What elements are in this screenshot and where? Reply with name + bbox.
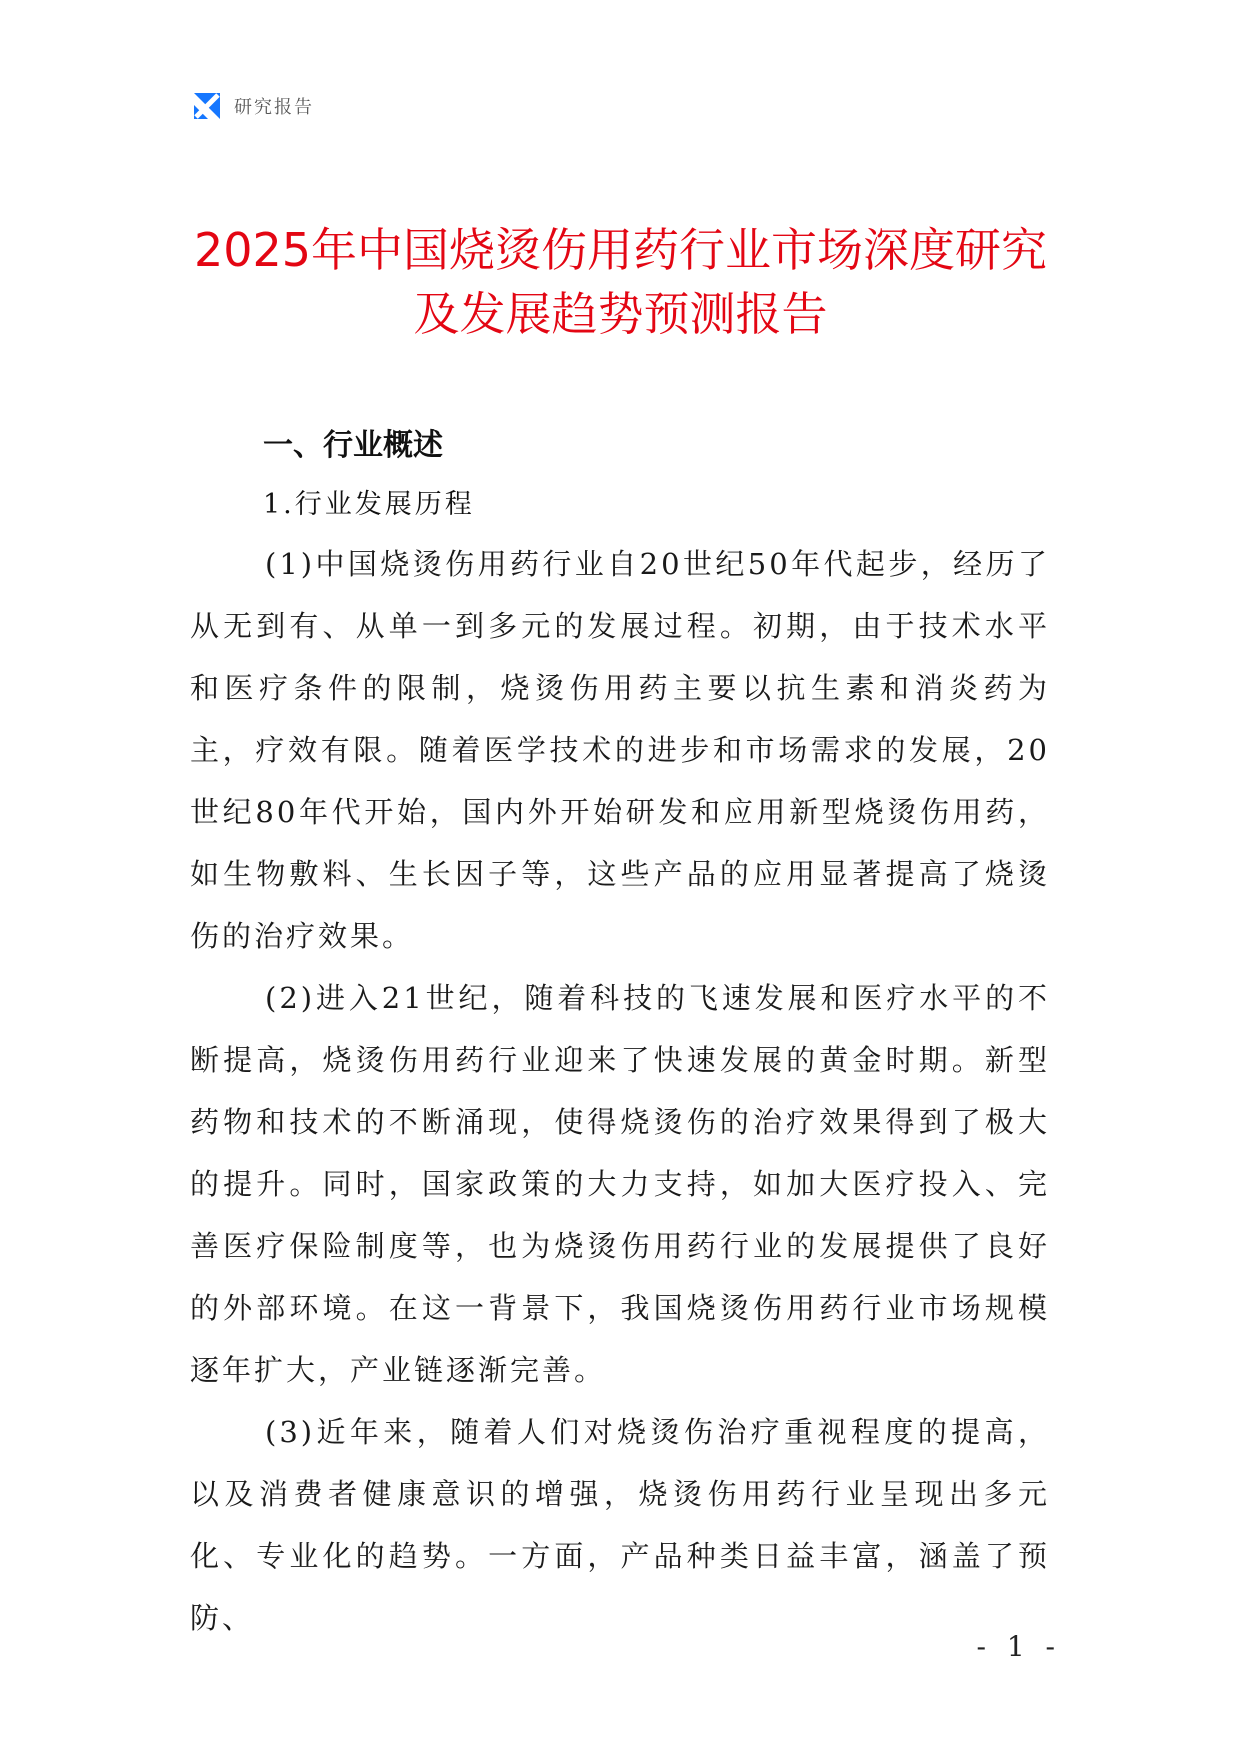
title-line-2: 及发展趋势预测报告: [413, 287, 828, 341]
subsection-heading: 1.行业发展历程: [263, 489, 475, 520]
report-header: [190, 88, 314, 124]
section-heading: 一、行业概述: [263, 428, 443, 463]
page-number: - 1 -: [976, 1630, 1061, 1663]
paragraph-3: (3)近年来，随着人们对烧烫伤治疗重视程度的提高，以及消费者健康意识的增强，烧烫伤用药行业呈现出多元化、专业化的趋势。一方面，产品种类日益丰富，涵盖了预防、: [190, 1415, 1050, 1635]
arrow-up-right-icon: [190, 89, 224, 123]
header-label: 研究报告: [234, 97, 314, 118]
title-line-1: 2025年中国烧烫伤用药行业市场深度研究: [193, 223, 1048, 277]
paragraph-2: (2)进入21世纪，随着科技的飞速发展和医疗水平的不断提高，烧烫伤用药行业迎来了快速发展的黄金时期。新型药物和技术的不断涌现，使得烧烫伤的治疗效果得到了极大的提升。同时，国家政策的大力支持，如加大医疗投入、完善医疗保险制度等，也为烧烫伤用药行业的发展提供了良好的外部环境。在这一背景下，我国烧烫伤用药行业市场规模逐年扩大，产业链逐渐完善。: [190, 981, 1050, 1387]
document-title: [0, 218, 1241, 346]
paragraph-1: (1)中国烧烫伤用药行业自20世纪50年代起步，经历了从无到有、从单一到多元的发展过程。初期，由于技术水平和医疗条件的限制，烧烫伤用药主要以抗生素和消炎药为主，疗效有限。随着医学技术的进步和市场需求的发展，20世纪80年代开始，国内外开始研发和应用新型烧烫伤用药，如生物敷料、生长因子等，这些产品的应用显著提高了烧烫伤的治疗效果。: [190, 547, 1050, 953]
